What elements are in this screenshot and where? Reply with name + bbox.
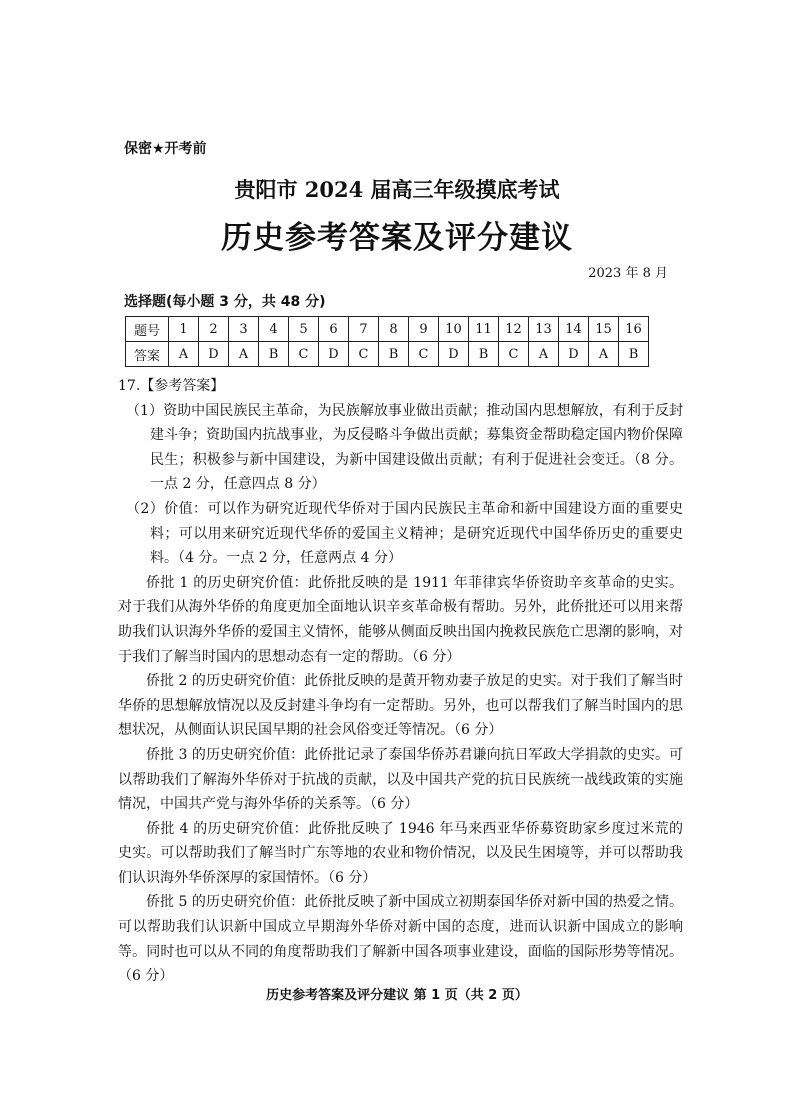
question-number: 11 <box>469 317 499 342</box>
number-row <box>126 317 649 342</box>
question-number: 2 <box>199 317 229 342</box>
confidential-label: 保密★开考前 <box>124 141 207 157</box>
question-number: 13 <box>529 317 559 342</box>
question-number: 10 <box>439 317 469 342</box>
question-17-heading: 17.【参考答案】 <box>118 378 225 394</box>
answer-cell: C <box>349 342 379 367</box>
exam-date: 2023 年 8 月 <box>588 266 668 281</box>
answer-cell: A <box>529 342 559 367</box>
answer-cell: C <box>499 342 529 367</box>
answer-cell: C <box>289 342 319 367</box>
answer-cell: D <box>439 342 469 367</box>
answer-table <box>125 316 649 367</box>
answer-cell: D <box>199 342 229 367</box>
answer-cell: B <box>469 342 499 367</box>
answer-cell: C <box>409 342 439 367</box>
question-17-answer <box>118 374 683 989</box>
answer-part-1: （1）资助中国民族民主革命，为民族解放事业做出贡献；推动国内思想解放，有利于反封建斗争；资助国内抗战事业，为反侵略斗争做出贡献；募集资金帮助稳定国内物价保障民生；积极参与新中国建设，为新中国建设做出贡献；有利于促进社会变迁。（8 分。一点 2 分，任意四点 8 分） <box>126 402 683 493</box>
remittance-3-value: 侨批 3 的历史研究价值：此侨批记录了泰国华侨苏君谦向抗日军政大学捐款的史实。可以帮助我们了解海外华侨对于抗战的贡献，以及中国共产党的抗日民族统一战线政策的实施情况，中国共产党与海外华侨的关系等。（6 分） <box>118 746 683 813</box>
answer-cell: B <box>619 342 649 367</box>
answer-row <box>126 342 649 367</box>
answer-cell: A <box>589 342 619 367</box>
exam-title: 贵阳市 2024 届高三年级摸底考试 <box>234 177 560 202</box>
answer-cell: D <box>559 342 589 367</box>
answer-cell: B <box>259 342 289 367</box>
question-number: 3 <box>229 317 259 342</box>
row-label-answer: 答案 <box>126 342 169 367</box>
question-number: 5 <box>289 317 319 342</box>
document-title: 历史参考答案及评分建议 <box>221 220 573 256</box>
question-number: 1 <box>169 317 199 342</box>
question-number: 15 <box>589 317 619 342</box>
question-number: 8 <box>379 317 409 342</box>
question-number: 6 <box>319 317 349 342</box>
question-number: 14 <box>559 317 589 342</box>
answer-cell: A <box>229 342 259 367</box>
answer-part-2: （2）价值：可以作为研究近现代华侨对于国内民族民主革命和新中国建设方面的重要史料；可以用来研究近现代华侨的爱国主义精神；是研究近现代中国华侨历史的重要史料。（4 分。一点 2 分，任意两点 4 分） <box>126 500 683 567</box>
answer-cell: A <box>169 342 199 367</box>
choice-section-label: 选择题(每小题 3 分，共 48 分) <box>124 294 326 310</box>
question-number: 7 <box>349 317 379 342</box>
question-number: 12 <box>499 317 529 342</box>
answer-cell: D <box>319 342 349 367</box>
page-footer: 历史参考答案及评分建议 第 1 页（共 2 页） <box>266 988 528 1003</box>
remittance-4-value: 侨批 4 的历史研究价值：此侨批反映了 1946 年马来西亚华侨募资助家乡度过米荒的史实。可以帮助我们了解当时广东等地的农业和物价情况，以及民生困境等，并可以帮助我们认识海外华侨深厚的家国情怀。（6 分） <box>118 820 683 886</box>
answer-cell: B <box>379 342 409 367</box>
row-label-number: 题号 <box>126 317 169 342</box>
question-number: 9 <box>409 317 439 342</box>
remittance-1-value: 侨批 1 的历史研究价值：此侨批反映的是 1911 年菲律宾华侨资助辛亥革命的史实。对于我们从海外华侨的角度更加全面地认识辛亥革命极有帮助。另外，此侨批还可以用来帮助我们认识海外华侨的爱国主义情怀，能够从侧面反映出国内挽救民族危亡思潮的影响，对于我们了解当时国内的思想动态有一定的帮助。（6 分） <box>118 574 683 665</box>
remittance-5-value: 侨批 5 的历史研究价值：此侨批反映了新中国成立初期泰国华侨对新中国的热爱之情。可以帮助我们认识新中国成立早期海外华侨对新中国的态度，进而认识新中国成立的影响等。同时也可以从不同的角度帮助我们了解新中国各项事业建设，面临的国际形势等情况。（6 分） <box>118 894 683 985</box>
question-number: 16 <box>619 317 649 342</box>
question-number: 4 <box>259 317 289 342</box>
remittance-2-value: 侨批 2 的历史研究价值：此侨批反映的是黄开物劝妻子放足的史实。对于我们了解当时华侨的思想解放情况以及反封建斗争均有一定帮助。另外，也可以帮我们了解当时国内的思想状况，从侧面认识民国早期的社会风俗变迁等情况。（6 分） <box>118 673 683 739</box>
